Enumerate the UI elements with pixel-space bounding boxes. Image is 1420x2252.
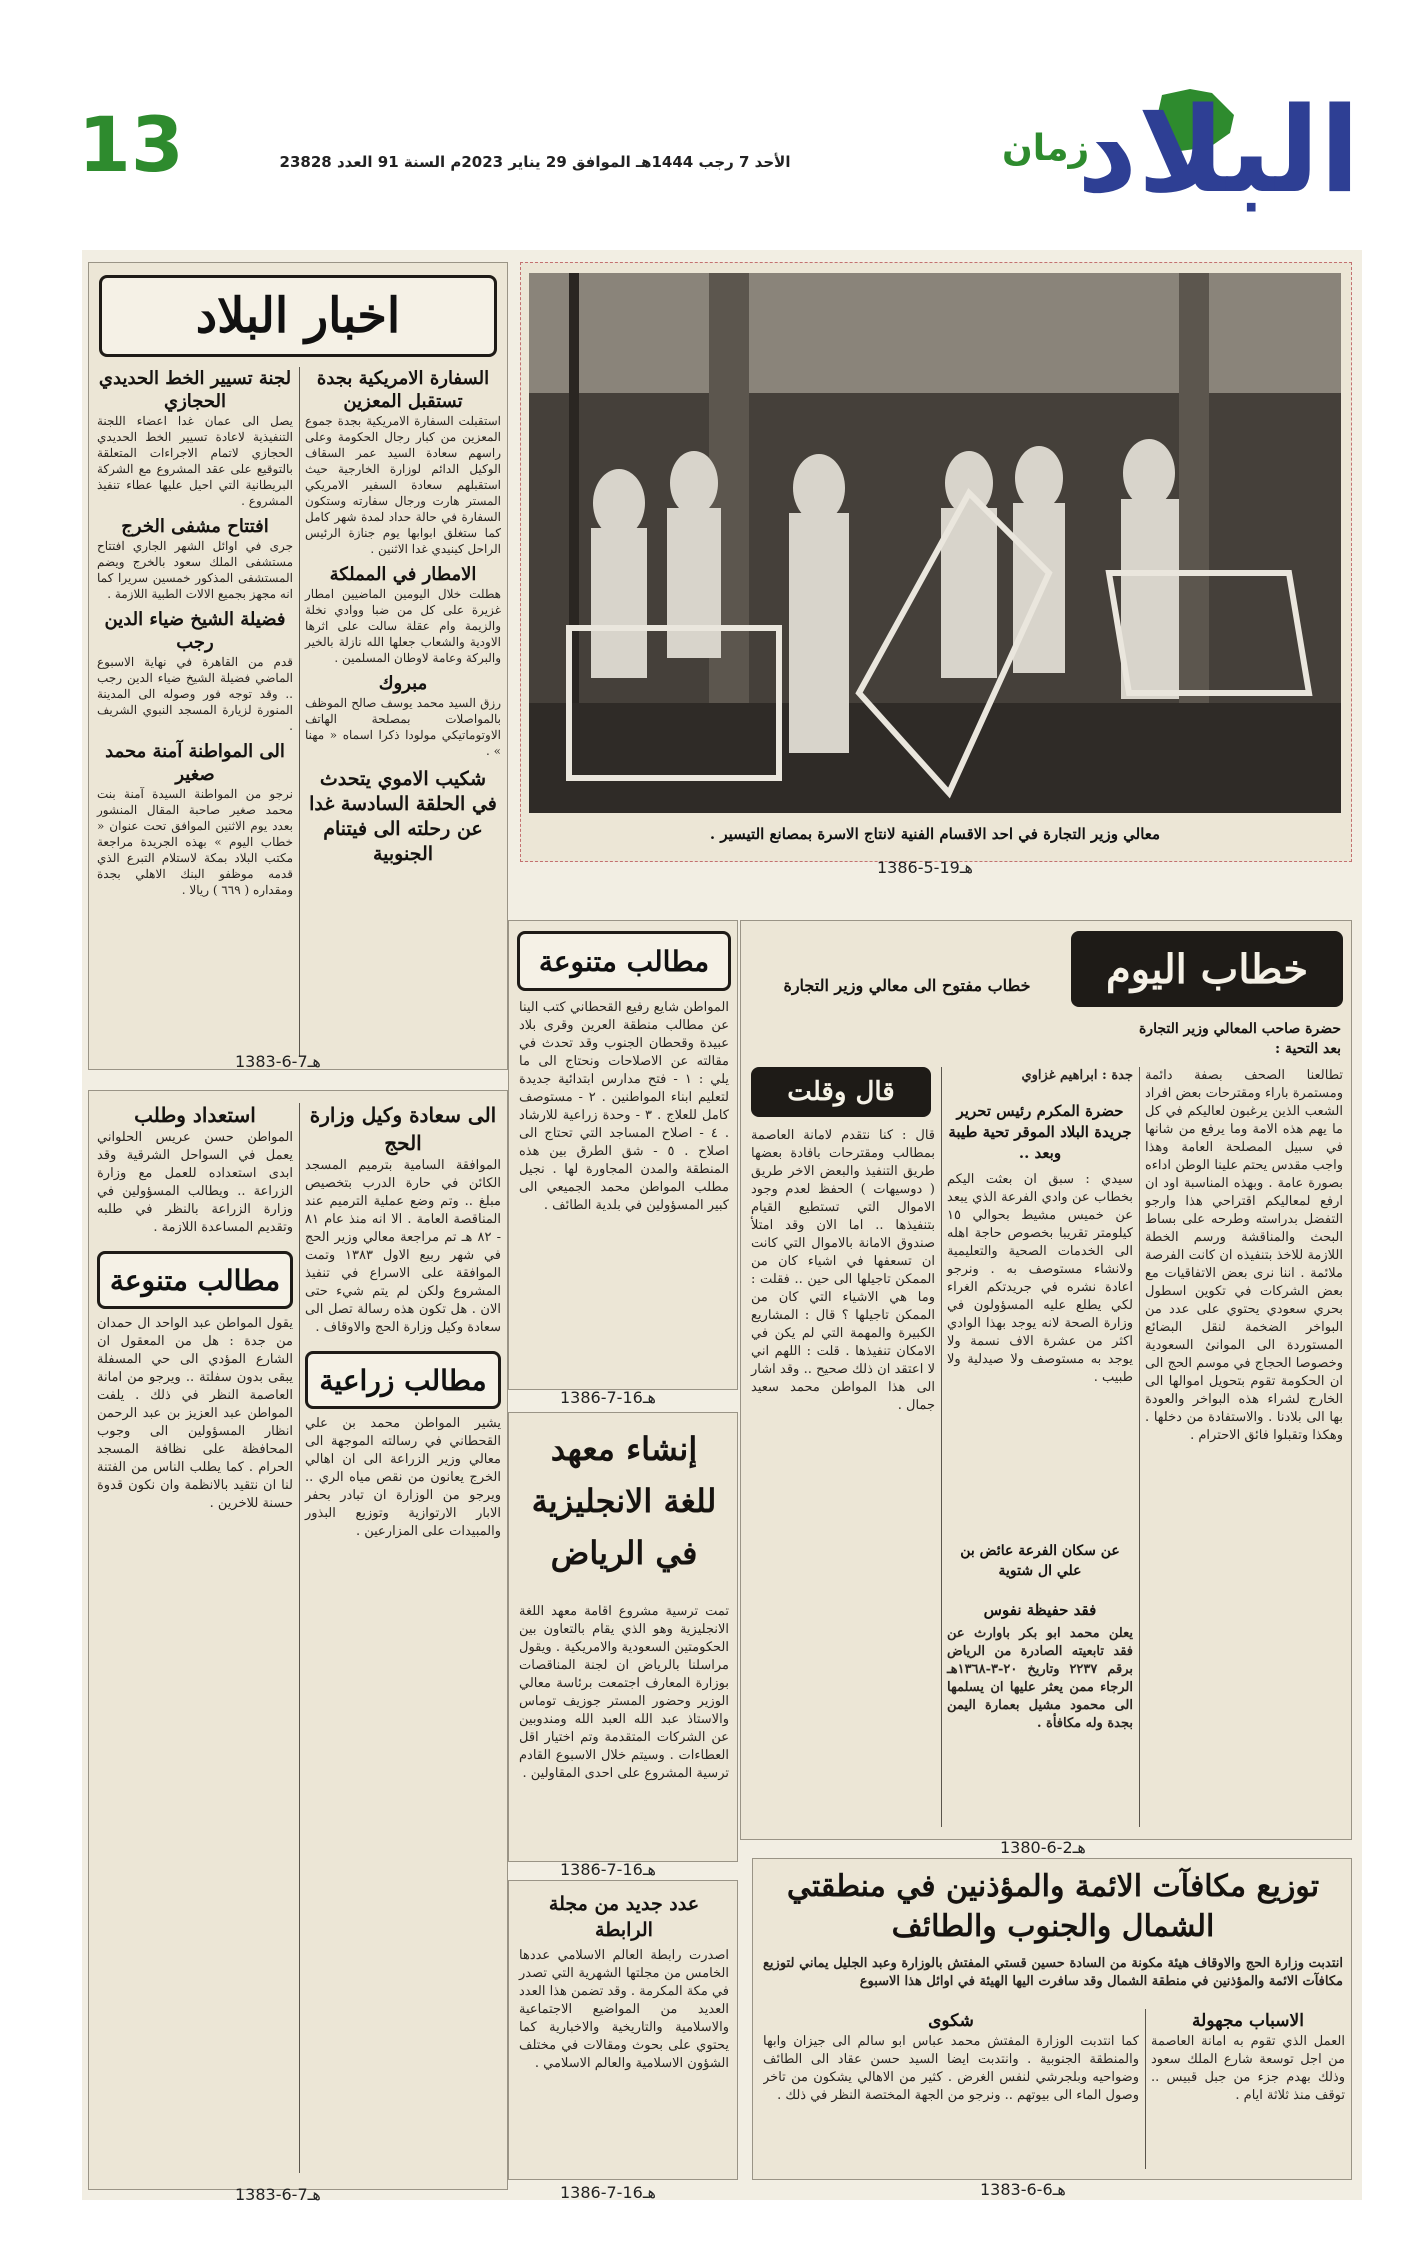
- center-bottom-body: اصدرت رابطة العالم الاسلامي عددها الخامس من مجلتها الشهرية التي تصدر في مكة المكرمة . وقد تضمن هذا العدد العديد من المواضيع الاجتماعية والاسلامية والتاريخية والاخبارية كما يحتوي على بحوث ومقالات في مختلف الشؤون الاسلامية والعالم الاسلامي .: [519, 1948, 729, 2071]
- section-body: يقول المواطن عبد الواحد ال حمدان من جدة : هل من المعقول ان الشارع المؤدي الى حي المسفلة يبقى بدون سفلتة .. ويرجو من امانة العاصمة النظر في ذلك . يلفت المواطن عبد العزيز بن عبد الرحمن انظار المسؤولين الى وجوب المحافظة على نظافة المسجد الحرام . كما يطلب الناس من الفتنة لنا ان نتقيد بالانظمة وان نكون قدوة حسنة للاخرين .: [97, 1316, 293, 1511]
- khitab-banner: [1071, 931, 1343, 1007]
- col-body: كما انتدبت الوزارة المفتش محمد عباس ابو سالم الى جيزان وابها والمنطقة الجنوبية . وانتدبت ايضا السيد حسن عقاد الى الطائف وضواحيه وبلجرشي لنفس الغرض . كثير من الاهالي يشكون من تاخر وصول الماء الى بيوتهم .. ونرجو من الجهة المختصة النظر في ذلك .: [763, 2034, 1139, 2103]
- clip-date: 1380-6-2هـ: [1000, 1838, 1086, 1857]
- news-banner: [99, 275, 497, 357]
- distribution-lead: انتدبت وزارة الحج والاوقاف هيئة مكونة من السادة حسين قستي المفتش بالوزارة وعبد الجليل يماني لتوزيع مكافآت الائمة والمؤذنين في منطقة الشمال وقد سافرت اليها الهيئة في اوائل هذا الاسبوع: [763, 1956, 1343, 1989]
- news-item-title: الامطار في المملكة: [329, 564, 477, 585]
- lost-title: فقد حفيظة نفوس: [983, 1601, 1097, 1619]
- news-item-body: رزق السيد محمد يوسف صالح الموظف بالمواصلات بمصلحة الهاتف الاوتوماتيكي مولودا ذكرا اسماه « مهنا » .: [305, 696, 501, 758]
- photo-caption: معالي وزير التجارة في احد الاقسام الفنية لانتاج الاسرة بمصانع التيسير .: [529, 819, 1341, 849]
- center-banner-text: مطالب متنوعة: [538, 944, 710, 978]
- center-top-body: المواطن شايع رفيع القحطاني كتب الينا عن مطالب منطقة العرين وقرى بلاد عبيدة وقحطان الجنوب وقد تحدث في مقالته عن الاصلاحات ونحتاج الى ما يلي : ١ - فتح مدارس ابتدائية جديدة لتعليم ابناء المواطنين . ٢ - مستوصف كامل للعلاج . ٣ - وحدة زراعية للارشاد . ٤ - اصلاح المساجد التي تحتاج الى اصلاح . ٥ - شق الطرق بين هذه المنطقة والمدن المجاورة لها . نجيل مطلب المواطن محمد الجميعي الى كبير المسؤولين في بلدية الطائف .: [519, 1000, 730, 1213]
- lost-body: يعلن محمد ابو بكر باوارث عن فقد تابعيته الصادرة من الرياض برقم ٢٢٣٧ وتاريخ ٢٠-٣-١٣٦٨هـ الرجاء ممن يعثر عليها ان يسلمها الى محمود مشيل بعمارة اليمن بجدة وله مكافأة .: [947, 1626, 1133, 1731]
- clip-center-bottom: [508, 1880, 738, 2180]
- letter-sign: عن سكان الفرعة عائض بن علي ال شتوية: [960, 1543, 1120, 1579]
- news-item-title: السفارة الامريكية بجدة تستقبل المعزين: [316, 368, 490, 412]
- news-item-body: استقبلت السفارة الامريكية بجدة جموع المعزين من كبار رجال الحكومة وعلى راسهم سعادة السيد عمر السقاف الوكيل الدائم لوزارة الخارجية حيث استقبلهم سعادة السفير الامريكي المستر هارت ورجال سفارته وستكون السفارة في حالة حداد لمدة شهر كامل كما ستغلق ابوابها يوم جنازة الرئيس الراحل كينيدي غدا الاثنين .: [305, 414, 501, 556]
- khitab-body: تطالعنا الصحف بصفة دائمة ومستمرة باراء ومقترحات بعض افراد الشعب الذين يرغبون لعاليكم في كل ما يهم هذه الامة وما يرفع من شانها في سبيل المصلحة العامة وهذا واجب مقدس يحتم علينا الوطن اداءه بصورة عامة . وبهذه المناسبة اود ان ارفع لمعاليكم اقتراحي هذا وارجو التفضل بدراسته وطرحه على بساط البحث والمناقشة ورسم الخطة اللازمة للاخذ بتنفيذه ان كانت الفرصة ملائمة . اننا نرى بعض الاتفاقيات مع بعض الشركات في تكوين اسطول بحري سعودي يحتوي على عدد من البواخر الضخمة لنقل البضائع المستوردة الى الموانئ السعودية وخصوصا الحجاج في موسم الحج الى ان الحكومة تقوم بتحويل اموالها الى الخارج لشراء هذه البواخر والعودة بها الى بلادنا . والاستفادة من دخلها . وهكذا وتقبلوا فائق الاحترام .: [1145, 1068, 1343, 1443]
- news-item-body: يصل الى عمان غدا اعضاء اللجنة التنفيذية لاعادة تسيير الخط الحديدي الحجازي لاتمام الاجراءات المتعلقة بالتوقيع على عقد المشروع مع الشركة البريطانية التي احيل عليها عطاء تنفيذ المشروع .: [97, 414, 293, 508]
- masthead-logo: [1076, 81, 1360, 225]
- letter-body: سيدي : سبق ان بعثت اليكم بخطاب عن وادي الفرعة الذي يبعد عن خميس مشيط بحوالي ١٥ كيلومتر تقريبا بخصوص حاجة اهله الى الخدمات الصحية والتعليمية ولانشاء مستوصف به . ونرجو اعادة نشره في جريدتكم الغراء لكي يطلع عليه المسؤولون في وزارة الصحة لانه يوجد بهذا الوادي اكثر من عشرة الاف نسمة ولا يوجد به مستوصف ولا صيدلية ولا طبيب .: [947, 1172, 1133, 1385]
- clip-date: 1386-7-16هـ: [560, 2183, 656, 2202]
- news-item-title: الى المواطنة آمنة محمد صغير: [105, 741, 285, 785]
- news-item-body: هطلت خلال اليومين الماضيين امطار غزيرة على كل من ضبا ووادي نخلة والزيمة وام عقلة سالت على اثرها الاودية والشعاب جعلها الله نازلة بالخير والبركة وعامة لاوطان المسلمين .: [305, 587, 501, 665]
- qal-banner-text: قال وقلت: [787, 1077, 895, 1107]
- section-title: استعداد وطلب: [134, 1103, 256, 1127]
- news-item-title: فضيلة الشيخ ضياء الدين رجب: [104, 609, 286, 653]
- page-number: 13: [78, 100, 184, 189]
- news-item-title: افتتاح مشفى الخرج: [121, 516, 269, 537]
- khitab-banner-text: خطاب اليوم: [1105, 945, 1309, 993]
- khitab-salutation: حضرة صاحب المعالي وزير التجارة: [1138, 1021, 1341, 1037]
- clip-date: 1383-6-7هـ: [235, 2185, 321, 2204]
- center-headline: إنشاء معهد للغة الانجليزية في الرياض: [531, 1430, 717, 1572]
- khitab-subtitle: خطاب مفتوح الى معالي وزير التجارة: [783, 976, 1031, 995]
- distribution-headline: توزيع مكافآت الائمة والمؤذنين في منطقتي الشمال والجنوب والطائف: [786, 1869, 1320, 1944]
- col-title: الاسباب مجهولة: [1192, 2011, 1304, 2031]
- clip-news: [88, 262, 508, 1070]
- section-label: زمان: [1002, 128, 1090, 169]
- dateline: الأحد 7 رجب 1444هـ الموافق 29 يناير 2023م السنة 91 العدد 23828: [279, 153, 791, 171]
- col-title: شكوى: [928, 2011, 974, 2031]
- section-banner-text: مطالب متنوعة: [109, 1263, 281, 1297]
- section-body: المواطن حسن عريس الحلواني يعمل في السواحل الشرقية وقد ابدى استعداده للعمل مع وزارة الزراعة .. ويطالب المسؤولين في وزارة الزراعة بالنظر في طلبه وتقديم المساعدة اللازمة .: [97, 1130, 293, 1235]
- clip-photo: [520, 262, 1352, 862]
- clip-date: 1386-7-16هـ: [560, 1388, 656, 1407]
- col-body: العمل الذي تقوم به امانة العاصمة من اجل توسعة شارع الملك سعود وذلك بهدم جزء من جبل قبيس .. توقف منذ ثلاثة ايام .: [1151, 2034, 1345, 2103]
- section-banner: [97, 1251, 293, 1309]
- news-item-body: نرجو من المواطنة السيدة آمنة بنت محمد صغير صاحبة المقال المنشور بعدد يوم الاثنين الموافق تحت عنوان « خطاب اليوم » بهذه الجريدة مراجعة مكتب البلاد بمكة لاستلام التبرع الذي قدمه موظفو البنك الاهلي بجدة ومقداره ( ٦٦٩ ) ريالا .: [97, 787, 293, 897]
- qal-body: قال : كنا نتقدم لامانة العاصمة بمطالب ومقترحات بافادة بعضها طريق التنفيذ والبعض الاخر طريق ( دوسيهات ) الحفظ لعدم وجود الاموال التي تستطيع القيام بتنفيذها .. اما الان وقد امتلأ صندوق الامانة بالاموال التي كانت ان تسعفها في اشياء كان من الممكن تاجيلها الى حين .. فقلت : وما هي الاشياء التي كان من الممكن تاجيلها ؟ قال : المشاريع الكبيرة والمهمة التي لم يكن في الامكان تنفيذها . قلت : اللهم اني لا اعتقد ان ذلك صحيح .. وقد اشار الى هذا المواطن محمد سعيد جمال .: [751, 1128, 935, 1413]
- news-banner-text: اخبار البلاد: [195, 288, 401, 344]
- center-headline-body: تمت ترسية مشروع اقامة معهد اللغة الانجليزية وهو الذي يقام بالتعاون بين الحكومتين السعودية والامريكية . ويقول مراسلنا بالرياض ان لجنة المناقصات بوزارة المعارف اجتمعت برئاسة معالي الوزير وحضور المستر جوزيف توماس والاستاذ عبد الله العبد الله ومندوبين عن الشركات المتقدمة وتم اختيار اقل العطاءات . وسيتم خلال الاسبوع القادم ترسية المشروع على احدى المقاولين .: [519, 1604, 729, 1781]
- section-banner-text: مطالب زراعية: [319, 1363, 487, 1397]
- letter-title: حضرة المكرم رئيس تحرير جريدة البلاد الموقر تحية طيبة وبعد ..: [948, 1102, 1132, 1162]
- clip-date: 1386-7-16هـ: [560, 1860, 656, 1879]
- clip-right-mid: [740, 920, 1352, 1840]
- distribution-col-right: [1151, 2009, 1345, 2105]
- section-body: الموافقة السامية بترميم المسجد الكائن في حارة الدرب بتخصيص مبلغ .. وتم وضع عملية الترميم عند المناقصة العامة . الا انه منذ عام ٨١ - ٨٢ هـ تم مراجعة معالي وزير الحج في شهر ربيع الاول ١٣٨٣ وتمت الموافقة على الاسراع في تنفيذ المشروع ولكن لم يتم شيء حتى الان . هل تكون هذه رسالة تصل الى سعادة وكيل وزارة الحج والاوقاف .: [305, 1158, 502, 1335]
- clip-right-bottom: [752, 1858, 1352, 2180]
- clip-date: 1383-6-6هـ: [980, 2180, 1066, 2199]
- mid-left-col-left: [97, 1101, 293, 1513]
- clip-date: 1386-5-19هـ: [877, 858, 973, 877]
- khitab-signature: جدة : ابراهيم غزاوي: [1021, 1068, 1133, 1083]
- clip-mid-left: [88, 1090, 508, 2190]
- logo-text: البلاد: [1076, 81, 1360, 219]
- qal-banner: [751, 1067, 931, 1117]
- factory-photo: [529, 273, 1341, 813]
- news-item-title: لجنة تسيير الخط الحديدي الحجازي: [98, 368, 292, 412]
- news-col-left: [97, 367, 293, 898]
- clip-date: 1383-6-7هـ: [235, 1052, 321, 1071]
- clip-center-mid: [508, 1412, 738, 1862]
- center-banner: [517, 931, 731, 991]
- center-bottom-title: عدد جديد من مجلة الرابطة: [548, 1893, 700, 1941]
- news-item-body: قدم من القاهرة في نهاية الاسبوع الماضي فضيلة الشيخ ضياء الدين رجب .. وقد توجه فور وصوله الى المدينة المنورة لزيارة المسجد النبوي الشريف .: [97, 655, 293, 733]
- section-title: الى سعادة وكيل وزارة الحج: [309, 1103, 497, 1155]
- news-item-body: جرى في اوائل الشهر الجاري افتتاح مستشفى الملك سعود بالخرج ويضم المستشفى المذكور خمسين سريرا كما انه مجهز بجميع الالات الطبية اللازمة .: [97, 539, 293, 601]
- section-banner: [305, 1351, 501, 1409]
- khitab-greeting: بعد التحية :: [1274, 1041, 1341, 1057]
- clip-center-top: [508, 920, 738, 1390]
- news-item-title: شكيب الاموي يتحدث في الحلقة السادسة غدا عن رحلته الى فيتنام الجنوبية: [309, 768, 497, 865]
- news-col-right: [305, 367, 501, 867]
- news-item-title: مبروك: [378, 673, 428, 694]
- distribution-col-left: [763, 2009, 1139, 2153]
- mid-left-col-right: [305, 1101, 501, 1541]
- section-body: يشير المواطن محمد بن علي القحطاني في رسالته الموجهة الى معالي وزير الزراعة الى ان اهالي الخرج يعانون من نقص مياه الري .. ويرجو من الوزارة ان تبادر بحفر الابار الارتوازية وتوزيع البذور والمبيدات على المزارعين .: [305, 1416, 501, 1539]
